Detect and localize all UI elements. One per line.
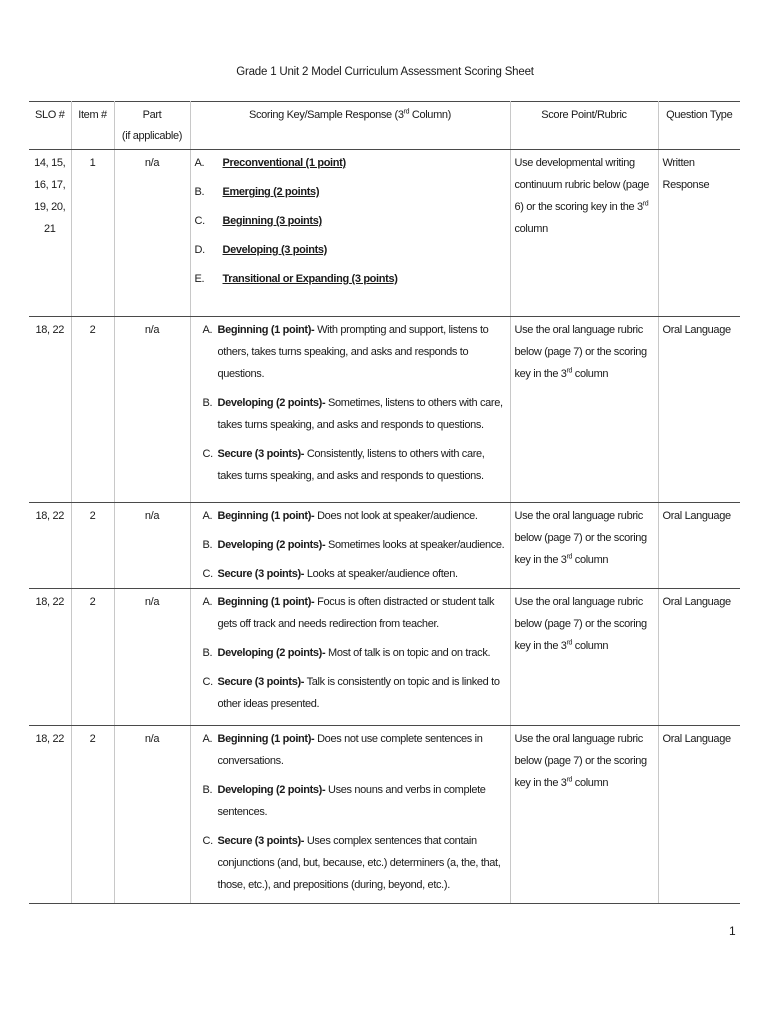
level-description xyxy=(218,830,506,896)
choice-letter: B. xyxy=(194,186,205,198)
scoring-key-cell xyxy=(190,589,510,726)
scoring-key-cell xyxy=(190,726,510,904)
choice-label: Preconventional (1 point) xyxy=(222,157,346,169)
score-text-end: column xyxy=(572,368,609,380)
header-scoring-sup: rd xyxy=(403,108,410,116)
score-sup: rd xyxy=(566,553,573,561)
level-letter: A. xyxy=(202,596,213,608)
level-text: Consistently, listens to others with care, takes turns speaking, and asks and responds to questions. xyxy=(217,448,485,482)
level-text: Looks at speaker/audience often. xyxy=(304,568,458,580)
item-cell: 2 xyxy=(71,503,114,589)
level-letter: A. xyxy=(202,733,213,745)
table-row xyxy=(29,503,740,589)
part-cell: n/a xyxy=(114,317,190,503)
score-text: Use the oral language rubric below (page 7) or the scoring key in the 3 xyxy=(514,510,647,566)
level-text: Most of talk is on topic and on track. xyxy=(325,647,491,659)
header-score-point: Score Point/Rubric xyxy=(510,102,658,150)
table-row xyxy=(29,726,740,904)
header-item: Item # xyxy=(71,102,114,150)
level-text: Uses complex sentences that contain conjunctions (and, but, because, etc.) determiners (a, the, that, those, etc.), and prepositions (during, beyond, etc.). xyxy=(217,835,501,891)
item-cell: 2 xyxy=(71,589,114,726)
level-text: Does not look at speaker/audience. xyxy=(314,510,478,522)
header-part-line1: Part xyxy=(142,109,162,121)
slo-cell: 18, 22 xyxy=(29,726,71,904)
choice-list xyxy=(195,152,506,290)
slo-cell: 18, 22 xyxy=(29,503,71,589)
list-item xyxy=(195,642,506,664)
table-row xyxy=(29,150,740,317)
level-label: Secure (3 points)- xyxy=(217,676,305,688)
item-cell: 1 xyxy=(71,150,114,317)
level-label: Developing (2 points)- xyxy=(217,647,326,659)
score-point-cell xyxy=(510,150,658,317)
table-header-row xyxy=(29,102,740,150)
level-text: With prompting and support, listens to others, takes turns speaking, and asks and responds to questions. xyxy=(217,324,489,380)
level-text: Does not use complete sentences in conversations. xyxy=(217,733,483,767)
part-cell: n/a xyxy=(114,150,190,317)
question-type-cell: Oral Language xyxy=(658,726,740,904)
score-sup: rd xyxy=(566,776,573,784)
score-point-cell xyxy=(510,589,658,726)
level-list xyxy=(195,728,506,896)
part-cell: n/a xyxy=(114,726,190,904)
level-description xyxy=(218,443,506,487)
score-point-cell xyxy=(510,503,658,589)
header-scoring-pre: Scoring Key/Sample Response (3 xyxy=(249,109,404,121)
scoring-key-cell xyxy=(190,150,510,317)
level-label: Developing (2 points)- xyxy=(217,784,326,796)
score-text-end: column xyxy=(572,777,609,789)
level-description xyxy=(218,534,505,556)
slo-cell: 18, 22 xyxy=(29,317,71,503)
score-point-cell xyxy=(510,726,658,904)
list-item xyxy=(195,181,506,203)
list-item xyxy=(195,319,506,385)
level-description xyxy=(218,728,506,772)
choice-label: Emerging (2 points) xyxy=(222,186,320,198)
page-title: Grade 1 Unit 2 Model Curriculum Assessment Scoring Sheet xyxy=(236,66,534,78)
scoring-key-cell xyxy=(190,317,510,503)
level-description xyxy=(218,319,506,385)
table-row xyxy=(29,317,740,503)
list-item xyxy=(195,830,506,896)
list-item xyxy=(195,505,506,527)
part-cell: n/a xyxy=(114,589,190,726)
level-label: Beginning (1 point)- xyxy=(217,510,315,522)
level-list xyxy=(195,505,506,585)
level-letter: C. xyxy=(202,835,213,847)
header-scoring-post: Column) xyxy=(409,109,451,121)
level-letter: B. xyxy=(202,647,213,659)
score-text-end: column xyxy=(572,640,609,652)
level-text: Talk is consistently on topic and is linked to other ideas presented. xyxy=(217,676,500,710)
list-item xyxy=(195,268,506,290)
header-question-type: Question Type xyxy=(658,102,740,150)
score-text-end: column xyxy=(572,554,609,566)
score-text: Use developmental writing continuum rubric below (page 6) or the scoring key in the 3 xyxy=(514,157,650,213)
level-description xyxy=(218,563,458,585)
slo-cell: 14, 15, 16, 17, 19, 20, 21 xyxy=(29,150,71,317)
list-item xyxy=(195,591,506,635)
header-slo: SLO # xyxy=(29,102,71,150)
score-sup: rd xyxy=(566,367,573,375)
level-text: Focus is often distracted or student talk gets off track and needs redirection from teacher. xyxy=(217,596,495,630)
level-list xyxy=(195,319,506,487)
question-type-cell: Oral Language xyxy=(658,589,740,726)
level-text: Sometimes looks at speaker/audience. xyxy=(325,539,505,551)
level-letter: B. xyxy=(202,539,213,551)
level-label: Beginning (1 point)- xyxy=(217,733,315,745)
score-text: Use the oral language rubric below (page 7) or the scoring key in the 3 xyxy=(514,596,647,652)
level-letter: A. xyxy=(202,510,213,522)
level-letter: B. xyxy=(202,784,213,796)
score-text: Use the oral language rubric below (page 7) or the scoring key in the 3 xyxy=(514,733,647,789)
list-item xyxy=(195,443,506,487)
choice-letter: E. xyxy=(194,273,205,285)
scoring-key-cell xyxy=(190,503,510,589)
level-letter: A. xyxy=(202,324,213,336)
level-letter: B. xyxy=(202,397,213,409)
score-text-end: column xyxy=(514,223,548,235)
score-text: Use the oral language rubric below (page 7) or the scoring key in the 3 xyxy=(514,324,647,380)
page-number: 1 xyxy=(729,924,736,938)
level-letter: C. xyxy=(202,676,213,688)
header-part xyxy=(114,102,190,150)
list-item xyxy=(195,210,506,232)
score-point-cell xyxy=(510,317,658,503)
choice-letter: C. xyxy=(194,215,205,227)
list-item xyxy=(195,671,506,715)
slo-cell: 18, 22 xyxy=(29,589,71,726)
score-sup: rd xyxy=(642,200,649,208)
level-label: Beginning (1 point)- xyxy=(217,596,315,608)
level-description xyxy=(218,642,491,664)
level-list xyxy=(195,591,506,715)
level-label: Secure (3 points)- xyxy=(217,835,305,847)
list-item xyxy=(195,239,506,261)
score-sup: rd xyxy=(566,639,573,647)
level-text: Sometimes, listens to others with care, takes turns speaking, and asks and responds to questions. xyxy=(217,397,503,431)
question-type-cell: Oral Language xyxy=(658,503,740,589)
item-cell: 2 xyxy=(71,317,114,503)
list-item xyxy=(195,779,506,823)
header-scoring-key xyxy=(190,102,510,150)
list-item xyxy=(195,392,506,436)
choice-label: Beginning (3 points) xyxy=(222,215,322,227)
level-label: Developing (2 points)- xyxy=(217,397,326,409)
level-label: Secure (3 points)- xyxy=(217,448,305,460)
scoring-table xyxy=(29,101,740,904)
choice-letter: A. xyxy=(194,157,205,169)
choice-label: Developing (3 points) xyxy=(222,244,327,256)
level-letter: C. xyxy=(202,568,213,580)
level-text: Uses nouns and verbs in complete sentences. xyxy=(217,784,486,818)
level-description xyxy=(218,591,506,635)
level-label: Beginning (1 point)- xyxy=(217,324,315,336)
part-cell: n/a xyxy=(114,503,190,589)
list-item xyxy=(195,152,506,174)
question-type-cell: Written Response xyxy=(658,150,740,317)
level-label: Developing (2 points)- xyxy=(217,539,326,551)
level-description xyxy=(218,392,506,436)
choice-label: Transitional or Expanding (3 points) xyxy=(222,273,398,285)
list-item xyxy=(195,728,506,772)
level-description xyxy=(218,505,478,527)
header-part-line2: (if applicable) xyxy=(121,130,183,142)
list-item xyxy=(195,534,506,556)
item-cell: 2 xyxy=(71,726,114,904)
question-type-cell: Oral Language xyxy=(658,317,740,503)
level-description xyxy=(218,671,506,715)
table-row xyxy=(29,589,740,726)
list-item xyxy=(195,563,506,585)
level-description xyxy=(218,779,506,823)
level-label: Secure (3 points)- xyxy=(217,568,305,580)
level-letter: C. xyxy=(202,448,213,460)
choice-letter: D. xyxy=(194,244,205,256)
